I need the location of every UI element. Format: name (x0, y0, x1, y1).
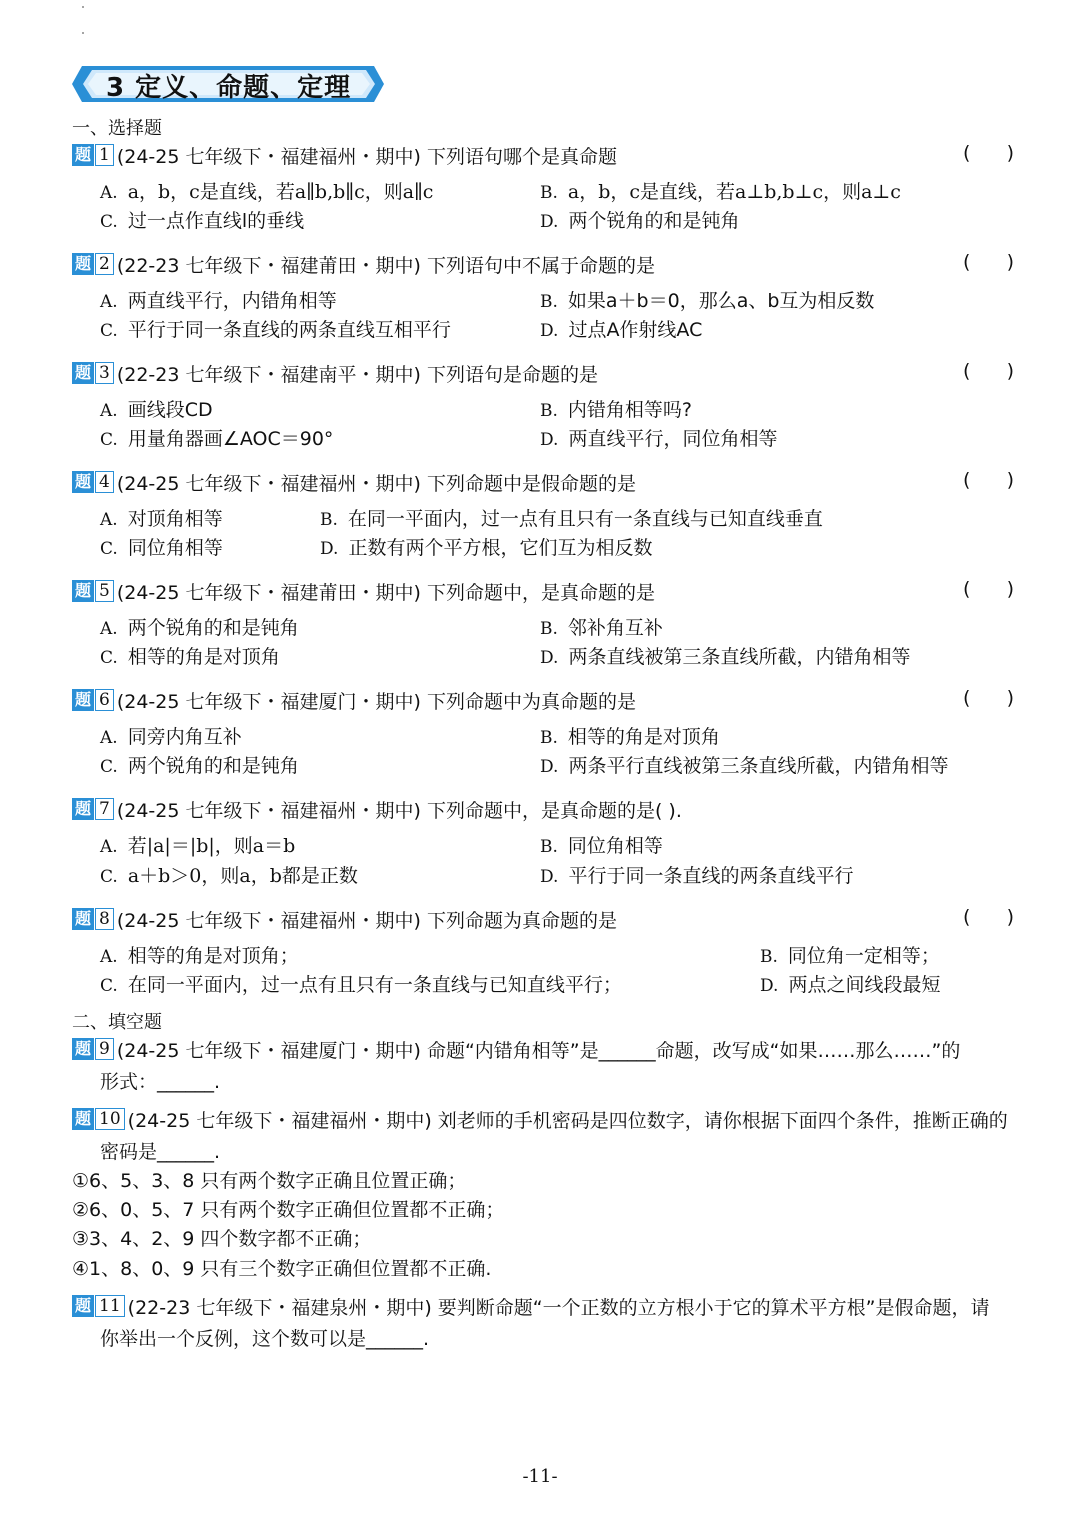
option-d: D. 平行于同一条直线的两条直线平行 (540, 865, 854, 887)
page-title: 3 定义、命题、定理 (106, 73, 352, 103)
option-b: B. 在同一平面内，过一点有且只有一条直线与已知直线垂直 (320, 508, 823, 530)
question-badge: 题 (72, 580, 94, 602)
question-text: (24-25 七年级下・福建厦门・期中) 下列命题中为真命题的是 (116, 691, 636, 713)
answer-parentheses: ( ) (962, 142, 1014, 164)
question-3 (72, 360, 1022, 390)
question-10-continuation: 密码是______. (100, 1141, 221, 1163)
question-text: (22-23 七年级下・福建南平・期中) 下列语句是命题的是 (116, 364, 598, 386)
option-c: C. 两个锐角的和是钝角 (100, 755, 299, 777)
section-fill-heading: 二、填空题 (72, 1012, 162, 1033)
question-number: 6 (95, 689, 114, 711)
option-a: A. a，b，c是直线，若a∥b,b∥c，则a∥c (100, 181, 434, 203)
option-b: B. 如果a＋b＝0，那么a、b互为相反数 (540, 290, 875, 312)
question-10 (72, 1106, 1022, 1136)
option-c: C. 同位角相等 (100, 537, 223, 559)
question-badge: 题 (72, 798, 94, 820)
option-d: D. 过点A作射线AC (540, 319, 703, 341)
question-number: 3 (95, 362, 114, 384)
question-number: 2 (95, 253, 114, 275)
question-9 (72, 1036, 1022, 1066)
question-badge: 题 (72, 471, 94, 493)
option-d: D. 两直线平行，同位角相等 (540, 428, 778, 450)
option-a: A. 若|a|＝|b|，则a＝b (100, 835, 296, 857)
option-a: A. 画线段CD (100, 399, 213, 421)
option-c: C. 在同一平面内，过一点有且只有一条直线与已知直线平行； (100, 974, 622, 996)
question-number: 10 (95, 1108, 125, 1130)
question-9-continuation: 形式：______. (100, 1071, 221, 1093)
option-b: B. a，b，c是直线，若a⊥b,b⊥c，则a⊥c (540, 181, 901, 203)
option-a: A. 相等的角是对顶角； (100, 945, 299, 967)
condition-2: ②6、0、5、7 只有两个数字正确但位置都不正确； (72, 1199, 505, 1221)
option-c: C. a＋b＞0，则a，b都是正数 (100, 865, 358, 887)
question-5 (72, 578, 1022, 608)
option-b: B. 相等的角是对顶角 (540, 726, 720, 748)
question-badge: 题 (72, 144, 94, 166)
question-text: (24-25 七年级下・福建福州・期中) 刘老师的手机密码是四位数字，请你根据下面四个条件，推断正确的 (127, 1110, 1008, 1132)
option-a: A. 同旁内角互补 (100, 726, 242, 748)
question-number: 11 (95, 1295, 125, 1317)
option-d: D. 两条平行直线被第三条直线所截，内错角相等 (540, 755, 949, 777)
section-choice-heading: 一、选择题 (72, 118, 162, 139)
answer-parentheses: ( ) (962, 469, 1014, 491)
option-d: D. 两个锐角的和是钝角 (540, 210, 740, 232)
answer-parentheses: ( ) (962, 251, 1014, 273)
option-c: C. 用量角器画∠AOC＝90° (100, 428, 334, 450)
question-badge: 题 (72, 362, 94, 384)
question-number: 4 (95, 471, 114, 493)
option-d: D. 两条直线被第三条直线所截，内错角相等 (540, 646, 911, 668)
question-11-continuation: 你举出一个反例，这个数可以是______. (100, 1328, 430, 1350)
question-text: (24-25 七年级下・福建福州・期中) 下列命题中是假命题的是 (116, 473, 636, 495)
question-text: (24-25 七年级下・福建莆田・期中) 下列命题中，是真命题的是 (116, 582, 655, 604)
question-7 (72, 796, 1022, 826)
section-banner (72, 64, 384, 104)
question-badge: 题 (72, 1038, 94, 1060)
option-d: D. 两点之间线段最短 (760, 974, 941, 996)
option-b: B. 邻补角互补 (540, 617, 663, 639)
question-number: 9 (95, 1038, 114, 1060)
question-4 (72, 469, 1022, 499)
question-1 (72, 142, 1022, 172)
condition-4: ④1、8、0、9 只有三个数字正确但位置都不正确. (72, 1258, 492, 1280)
question-number: 5 (95, 580, 114, 602)
question-badge: 题 (72, 253, 94, 275)
condition-3: ③3、4、2、9 四个数字都不正确； (72, 1228, 372, 1250)
option-b: B. 内错角相等吗? (540, 399, 692, 421)
answer-parentheses: ( ) (962, 360, 1014, 382)
option-b: B. 同位角相等 (540, 835, 663, 857)
question-2 (72, 251, 1022, 281)
question-badge: 题 (72, 1108, 94, 1130)
question-number: 8 (95, 908, 114, 930)
question-11 (72, 1293, 1022, 1323)
answer-parentheses: ( ) (962, 578, 1014, 600)
question-badge: 题 (72, 1295, 94, 1317)
question-text: (24-25 七年级下・福建福州・期中) 下列命题为真命题的是 (116, 910, 617, 932)
question-6 (72, 687, 1022, 717)
question-text: (24-25 七年级下・福建福州・期中) 下列命题中，是真命题的是( ). (116, 800, 682, 822)
answer-parentheses: ( ) (962, 687, 1014, 709)
question-number: 7 (95, 798, 114, 820)
question-badge: 题 (72, 908, 94, 930)
question-text: (24-25 七年级下・福建厦门・期中) 命题“内错角相等”是______命题，改写成“如果……那么……”的 (116, 1040, 961, 1062)
option-b: B. 同位角一定相等； (760, 945, 940, 967)
option-a: A. 两个锐角的和是钝角 (100, 617, 299, 639)
question-8 (72, 906, 1022, 936)
option-a: A. 两直线平行，内错角相等 (100, 290, 337, 312)
option-d: D. 正数有两个平方根，它们互为相反数 (320, 537, 653, 559)
option-c: C. 平行于同一条直线的两条直线互相平行 (100, 319, 451, 341)
option-c: C. 过一点作直线l的垂线 (100, 210, 305, 232)
option-a: A. 对顶角相等 (100, 508, 223, 530)
scan-mark (82, 32, 84, 34)
page-number: -11- (522, 1466, 558, 1487)
question-text: (24-25 七年级下・福建福州・期中) 下列语句哪个是真命题 (116, 146, 617, 168)
option-c: C. 相等的角是对顶角 (100, 646, 280, 668)
question-number: 1 (95, 144, 114, 166)
question-badge: 题 (72, 689, 94, 711)
question-text: (22-23 七年级下・福建莆田・期中) 下列语句中不属于命题的是 (116, 255, 655, 277)
question-text: (22-23 七年级下・福建泉州・期中) 要判断命题“一个正数的立方根小于它的算术平方根”是假命题，请 (127, 1297, 990, 1319)
scan-mark (82, 6, 84, 8)
condition-1: ①6、5、3、8 只有两个数字正确且位置正确； (72, 1170, 467, 1192)
answer-parentheses: ( ) (962, 906, 1014, 928)
